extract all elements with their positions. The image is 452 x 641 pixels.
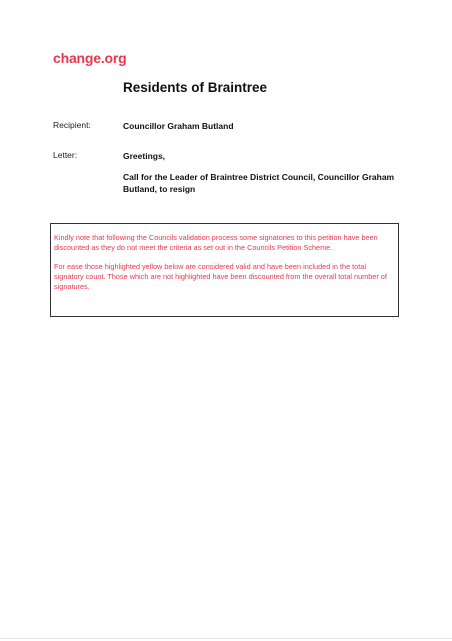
page-bottom-edge: [0, 638, 452, 639]
recipient-value: Councillor Graham Butland: [123, 121, 234, 131]
notice-paragraph-1: Kindly note that following the Councils validation process some signatories to this petition have been discounted as they do not meet the criteria as set out in the Councils Petition Scheme.: [54, 233, 378, 253]
letter-greeting: Greetings,: [123, 151, 166, 161]
petition-title: Residents of Braintree: [123, 80, 268, 95]
recipient-label: Recipient:: [53, 120, 91, 130]
petition-statement: Call for the Leader of Braintree District Council, Councillor Graham Butland, to resign: [123, 172, 395, 194]
letter-label: Letter:: [53, 150, 78, 160]
notice-paragraph-2: For ease those highlighted yellow below are considered valid and have been included in the total signatory count. Those which are not highlighted have been discounted from the overall total number of signatures.: [54, 261, 387, 292]
validation-notice-box: [50, 223, 399, 317]
change-org-logo: change.org: [53, 50, 127, 66]
